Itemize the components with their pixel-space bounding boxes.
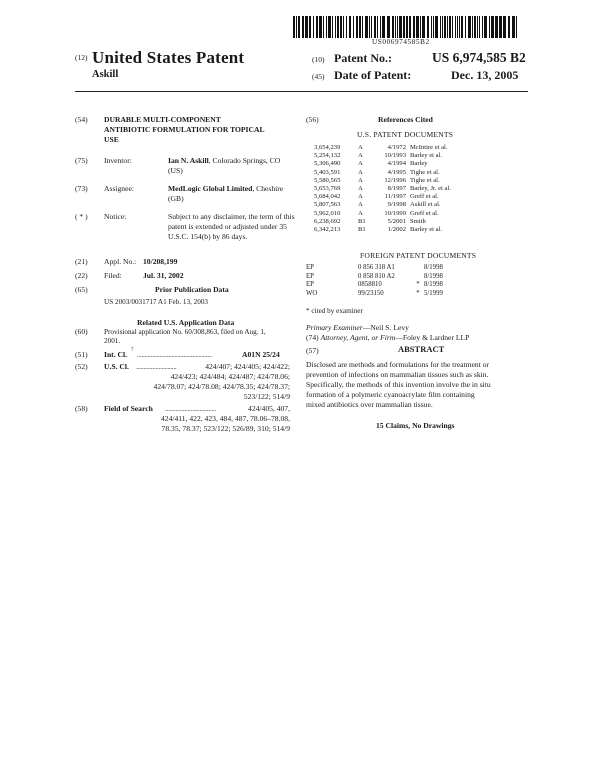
appl-label: Appl. No.: <box>104 257 137 266</box>
barcode-bar <box>362 16 363 38</box>
ref-number: 6,238,692 <box>314 217 341 225</box>
barcode-bar <box>332 16 333 38</box>
us-reference-row <box>314 169 451 177</box>
ref-date: 9/1998 <box>387 201 406 209</box>
abstract-line-2: prevention of infections on mammalian tissues such as skin. <box>306 370 489 379</box>
barcode-bar <box>503 16 506 38</box>
field-search-leader-dots: .................................. <box>165 405 216 413</box>
provisional-line-2: 2001. <box>104 337 121 345</box>
barcode-bar <box>316 16 318 38</box>
barcode-bar <box>512 16 515 38</box>
assignee-label: Assignee: <box>104 184 134 193</box>
ref-name: Smith <box>410 217 426 225</box>
barcode-bar <box>359 16 361 38</box>
foreign-ref-date: 8/1998 <box>424 281 443 289</box>
invention-title-line-2: ANTIBIOTIC FORMULATION FOR TOPICAL <box>104 125 265 134</box>
uscl-line-2: 424/423; 424/484; 424/487; 424/78.06; <box>170 372 290 381</box>
barcode-bar <box>337 16 339 38</box>
foreign-ref-office: EP <box>306 281 314 289</box>
patent-number-label: Patent No.: <box>334 51 392 65</box>
ref-number: 5,403,591 <box>314 168 341 176</box>
barcode-bar <box>457 16 458 38</box>
barcode-bar <box>455 16 456 38</box>
appl-code: (21) <box>75 257 88 266</box>
foreign-patent-docs-heading: FOREIGN PATENT DOCUMENTS <box>360 251 477 260</box>
ref-date: 10/1999 <box>384 209 406 217</box>
ref-name: Tighe et al. <box>410 168 440 176</box>
notice-line-3: U.S.C. 154(b) by 86 days. <box>168 232 248 241</box>
ref-date: 4/1995 <box>387 168 406 176</box>
foreign-ref-office: EP <box>306 272 314 280</box>
ref-date: 11/1997 <box>384 193 406 201</box>
barcode-bar <box>399 16 402 38</box>
attorney-code: (74) <box>306 333 319 342</box>
barcode-bar <box>309 16 311 38</box>
barcode-bar <box>416 16 419 38</box>
foreign-ref-number: 99/23150 <box>358 289 384 297</box>
primary-examiner <box>306 323 409 333</box>
foreign-ref-star <box>412 264 424 273</box>
us-reference-row <box>314 210 451 218</box>
foreign-ref-office: EP <box>306 264 314 271</box>
barcode-bar <box>293 16 295 38</box>
foreign-ref-star: * <box>416 281 420 289</box>
us-reference-row <box>314 177 451 185</box>
ref-name: Greff et al. <box>410 209 439 217</box>
us-reference-row <box>314 218 451 226</box>
ref-number: 5,653,769 <box>314 185 341 193</box>
barcode-bar <box>440 16 441 38</box>
patent-number-code: (10) <box>312 55 325 64</box>
notice-code: ( * ) <box>75 212 88 221</box>
barcode-bar <box>298 16 300 38</box>
uscl-line-4: 523/122; 514/9 <box>243 392 290 401</box>
barcode-bar <box>346 16 347 38</box>
inventor-label: Inventor: <box>104 156 132 165</box>
ref-number: 5,807,563 <box>314 201 341 209</box>
ref-kind: A <box>358 209 363 217</box>
provisional-line-1: Provisional application No. 60/308,863, filed on Aug. 1, <box>104 328 266 336</box>
foreign-reference-row <box>306 290 443 299</box>
document-title: United States Patent <box>92 48 245 67</box>
ref-name: Greff et al. <box>410 193 439 201</box>
barcode-bar <box>422 16 425 38</box>
invention-title-line-1: DURABLE MULTI-COMPONENT <box>104 115 221 124</box>
barcode-bar <box>516 16 517 38</box>
title-code: (54) <box>75 115 88 124</box>
filed-code: (22) <box>75 271 88 280</box>
barcode-bar <box>382 16 385 38</box>
ref-number: 5,306,490 <box>314 160 341 168</box>
barcode-bar <box>452 16 453 38</box>
us-reference-row <box>314 201 451 209</box>
abstract-heading: ABSTRACT <box>398 344 445 354</box>
ref-name: Barley <box>410 160 428 168</box>
ref-date: 5/2001 <box>387 217 406 225</box>
ref-kind: A <box>358 168 363 176</box>
claims-summary: 15 Claims, No Drawings <box>376 421 455 430</box>
field-search-line-2: 424/411, 422, 423, 484, 487, 78.06–78.08, <box>160 414 290 423</box>
barcode-bar <box>365 16 368 38</box>
barcode-bar <box>340 16 342 38</box>
barcode-bar <box>491 16 494 38</box>
barcode-bar <box>305 16 308 38</box>
intcl-code: (51) <box>75 350 88 359</box>
ref-kind: A <box>358 152 363 160</box>
barcode-bar <box>435 16 438 38</box>
ref-kind: A <box>358 160 363 168</box>
attorney-line <box>306 333 469 343</box>
primary-examiner-name: —Neil S. Levy <box>362 323 409 332</box>
inventor-code: (75) <box>75 156 88 165</box>
ref-number: 5,962,010 <box>314 209 341 217</box>
barcode-bar <box>489 16 490 38</box>
notice-label: Notice: <box>104 212 127 221</box>
barcode-bar <box>349 16 351 38</box>
ref-kind: A <box>358 185 363 193</box>
field-search-label: Field of Search <box>104 404 153 413</box>
barcode-bar <box>395 16 396 38</box>
ref-name: Barley et al. <box>410 152 443 160</box>
ref-date: 12/1996 <box>384 176 406 184</box>
barcode-bar <box>319 16 322 38</box>
attorney-name: —Foley & Lardner LLP <box>395 333 470 342</box>
foreign-ref-office: WO <box>306 289 318 297</box>
prior-pub-heading: Prior Publication Data <box>155 285 229 294</box>
foreign-ref-star <box>412 273 424 282</box>
notice-line-2: patent is extended or adjusted under 35 <box>168 222 287 231</box>
barcode-bar <box>472 16 473 38</box>
barcode-bar <box>323 16 324 38</box>
barcode-bar <box>397 16 398 38</box>
ref-name: Tighe et al. <box>410 176 440 184</box>
barcode-bar <box>313 16 314 38</box>
barcode-bar <box>495 16 498 38</box>
prior-pub-code: (65) <box>75 285 88 294</box>
barcode-bar <box>431 16 432 38</box>
barcode-bar <box>433 16 434 38</box>
foreign-reference-row <box>306 264 443 273</box>
intcl-leader-dots: .................................................. <box>137 351 212 359</box>
inventor-short-name: Askill <box>92 69 119 80</box>
cited-by-examiner-note: * cited by examiner <box>306 307 363 315</box>
barcode-bar <box>353 16 354 38</box>
foreign-references-table <box>306 264 443 298</box>
barcode-bar <box>413 16 415 38</box>
patent-date-value: Dec. 13, 2005 <box>451 68 519 82</box>
inventor-location: , Colorado Springs, CO <box>208 156 281 165</box>
us-patent-docs-heading: U.S. PATENT DOCUMENTS <box>357 130 454 139</box>
barcode-bar <box>335 16 336 38</box>
barcode-bar <box>356 16 358 38</box>
references-heading: References Cited <box>378 115 433 124</box>
us-reference-row <box>314 144 451 152</box>
ref-date: 8/1997 <box>387 185 406 193</box>
invention-title-line-3: USE <box>104 135 119 144</box>
ref-kind: B1 <box>358 226 366 234</box>
assignee-location: , Cheshire <box>252 184 284 193</box>
abstract-line-5: mixed antibiotics over mammalian tissue. <box>306 400 433 409</box>
abstract-line-1: Disclosed are methods and formulations for the treatment or <box>306 360 490 369</box>
ref-kind: A <box>358 176 363 184</box>
references-code: (56) <box>306 115 319 124</box>
barcode-bar <box>461 16 463 38</box>
abstract-line-4: formation of a polymeric cyanoacrylate film containing <box>306 390 475 399</box>
ref-kind: A <box>358 144 363 151</box>
barcode-bar <box>369 16 370 38</box>
us-references-table <box>314 144 451 234</box>
inventor-country: (US) <box>168 166 183 175</box>
provisional-code: (60) <box>75 327 88 336</box>
barcode-bar <box>420 16 421 38</box>
barcode-bar <box>392 16 394 38</box>
barcode-number: US006974585B2 <box>372 38 430 46</box>
barcode-bar <box>499 16 502 38</box>
patent-date-code: (45) <box>312 72 325 81</box>
barcode-bar <box>326 16 327 38</box>
ref-kind: B1 <box>358 217 366 225</box>
barcode-bar <box>447 16 448 38</box>
barcode-bar <box>449 16 451 38</box>
barcode-bar <box>406 16 408 38</box>
barcode-bar <box>442 16 443 38</box>
uscl-label: U.S. Cl. <box>104 362 129 371</box>
foreign-ref-number: 0858810 <box>358 281 382 289</box>
ref-date: 4/1972 <box>387 144 406 151</box>
uscl-line-3: 424/78.07; 424/78.08; 424/78.35; 424/78.37; <box>153 382 290 391</box>
uscl-line-1: 424/407; 424/405; 424/422; <box>205 362 290 371</box>
ref-number: 3,654,239 <box>314 144 341 151</box>
patent-date-label: Date of Patent: <box>334 68 412 82</box>
ref-number: 5,254,132 <box>314 152 341 160</box>
barcode-bar <box>377 16 378 38</box>
ref-number: 5,684,042 <box>314 193 341 201</box>
ref-name: McIntire et al. <box>410 144 448 151</box>
barcode <box>293 16 517 38</box>
ref-name: Askill et al. <box>410 201 441 209</box>
barcode-bar <box>387 16 390 38</box>
field-search-code: (58) <box>75 404 88 413</box>
uscl-code: (52) <box>75 362 88 371</box>
barcode-bar <box>465 16 466 38</box>
intcl-superscript: 7 <box>131 348 134 353</box>
foreign-reference-row <box>306 273 443 282</box>
primary-examiner-label: Primary Examiner <box>306 323 363 332</box>
barcode-bar <box>479 16 480 38</box>
us-reference-row <box>314 193 451 201</box>
foreign-ref-star: * <box>416 289 420 297</box>
field-search-line-1: 424/405, 407, <box>248 404 290 413</box>
ref-number: 6,342,213 <box>314 226 341 234</box>
barcode-bar <box>477 16 478 38</box>
filed-label: Filed: <box>104 271 122 280</box>
foreign-ref-date: 8/1998 <box>424 264 443 271</box>
assignee-country: (GB) <box>168 194 184 203</box>
barcode-bar <box>374 16 376 38</box>
assignee-entry <box>168 184 283 194</box>
barcode-bar <box>482 16 483 38</box>
barcode-bar <box>459 16 460 38</box>
us-reference-row <box>314 160 451 168</box>
header-rule <box>75 91 528 92</box>
barcode-bar <box>380 16 381 38</box>
us-reference-row <box>314 185 451 193</box>
ref-kind: A <box>358 201 363 209</box>
ref-date: 1/2002 <box>387 226 406 234</box>
patent-number-value: US 6,974,585 B2 <box>432 50 526 65</box>
barcode-bar <box>484 16 487 38</box>
foreign-ref-number: 0 858 810 A2 <box>358 272 395 280</box>
barcode-bar <box>302 16 304 38</box>
filed-date: Jul. 31, 2002 <box>143 271 184 280</box>
ref-name: Barley et al. <box>410 226 443 234</box>
attorney-label: Attorney, Agent, or Firm <box>320 333 396 342</box>
abstract-line-3: Specifically, the methods of this invention involve the in situ <box>306 380 491 389</box>
ref-kind: A <box>358 193 363 201</box>
foreign-ref-number: 0 856 318 A1 <box>358 264 395 271</box>
ref-name: Barley, Jr. et al. <box>410 185 451 193</box>
barcode-bar <box>403 16 405 38</box>
foreign-ref-date: 5/1999 <box>424 289 443 297</box>
barcode-bar <box>328 16 331 38</box>
notice-line-1: Subject to any disclaimer, the term of this <box>168 212 295 221</box>
inventor-entry <box>168 156 280 166</box>
prior-pub-entry: US 2003/0031717 A1 Feb. 13, 2003 <box>104 298 209 306</box>
uscl-leader-dots: ........................... <box>136 363 177 371</box>
intcl-value: A01N 25/24 <box>242 350 280 359</box>
barcode-bar <box>508 16 510 38</box>
barcode-bar <box>427 16 429 38</box>
us-reference-row <box>314 226 451 234</box>
kind-code-label: (12) <box>75 53 88 62</box>
inventor-name: Ian N. Askill <box>168 156 209 165</box>
barcode-bar <box>409 16 411 38</box>
assignee-name: MedLogic Global Limited <box>168 184 253 193</box>
barcode-bar <box>296 16 297 38</box>
ref-number: 5,580,565 <box>314 176 341 184</box>
barcode-bar <box>371 16 372 38</box>
barcode-bar <box>468 16 471 38</box>
foreign-reference-row <box>306 281 443 290</box>
related-app-heading: Related U.S. Application Data <box>137 318 235 327</box>
ref-date: 10/1993 <box>384 152 406 160</box>
assignee-code: (73) <box>75 184 88 193</box>
barcode-bar <box>444 16 446 38</box>
intcl-label: Int. Cl. <box>104 350 127 359</box>
foreign-ref-date: 8/1998 <box>424 272 443 280</box>
us-reference-row <box>314 152 451 160</box>
barcode-bar <box>474 16 476 38</box>
abstract-code: (57) <box>306 346 319 355</box>
field-search-line-3: 78.35, 78.37; 523/122; 526/89, 310; 514/9 <box>161 424 290 433</box>
barcode-bar <box>343 16 344 38</box>
ref-date: 4/1994 <box>387 160 406 168</box>
appl-number: 10/208,199 <box>143 257 178 266</box>
